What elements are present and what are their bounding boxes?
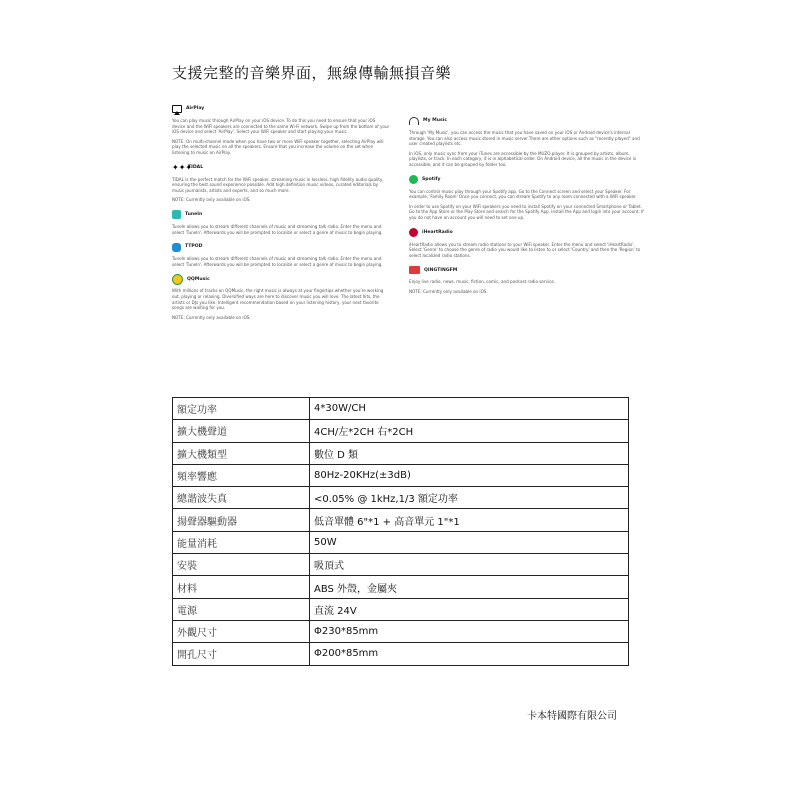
iheartradio-icon bbox=[409, 228, 418, 237]
spec-key: 能量消耗 bbox=[173, 531, 310, 553]
spec-key: 安裝 bbox=[173, 554, 310, 576]
table-row bbox=[173, 531, 629, 553]
tunein-section bbox=[172, 210, 390, 235]
airplay-heading bbox=[172, 104, 390, 114]
spec-value: Φ200*85mm bbox=[310, 643, 629, 665]
spec-key: 擴大機聲道 bbox=[173, 420, 310, 442]
spec-key: 開孔尺寸 bbox=[173, 643, 310, 665]
qqmusic-section bbox=[172, 274, 390, 320]
spec-value: ABS 外殼，金屬夾 bbox=[310, 576, 629, 598]
airplay-text-2: NOTE: On multi-channel mode when you have two or more WiFi speaker together, selecting AirPlay will play the selected music on all the speakers. Ensure that you increase the volume on the set when listening to music on AirPlay. bbox=[172, 138, 384, 155]
spec-value: <0.05% @ 1kHz,1/3 額定功率 bbox=[310, 487, 629, 509]
tunein-name: TuneIn bbox=[185, 212, 203, 218]
spec-key: 額定功率 bbox=[173, 398, 310, 420]
airplay-section bbox=[172, 104, 390, 156]
spotify-icon bbox=[409, 175, 418, 184]
table-row bbox=[173, 487, 629, 509]
spec-value: 直流 24V bbox=[310, 598, 629, 620]
qingtingfm-text-1: Enjoy live radio, news, music, fiction, comic, and podcast radio service. bbox=[409, 279, 556, 285]
table-row bbox=[173, 509, 629, 531]
ttpod-section bbox=[172, 242, 390, 267]
mymusic-name: My Music bbox=[423, 118, 448, 124]
airplay-icon bbox=[172, 105, 182, 113]
mymusic-text-2: In iOS, only music sync from your iTunes are accessible by the MUZO player. It is grouped by artists, album, playlists, or track. In each category, it is in alphabetical order. On Android device, all the music in the device is accessible, and it can be grouped by folder too. bbox=[409, 150, 636, 167]
qqmusic-heading bbox=[172, 274, 390, 284]
iheartradio-text-1: iHeartRadio allows you to stream radio stations to your WiFi speaker. Enter the menu and select 'iHeartRadio'. Select 'Genre' to choose the genre of radio you would like to listen to or select 'Country' and then the 'Region' to select localized radio stations. bbox=[409, 241, 641, 258]
table-row bbox=[173, 576, 629, 598]
tunein-text-1: TuneIn allows you to stream different channels of music and streaming talk radio. Enter the menu and select 'TuneIn'. Afterwards you will be prompted to localize or select a genre of music to begin playing. bbox=[172, 223, 383, 235]
spec-value: 50W bbox=[310, 531, 629, 553]
airplay-name: AirPlay bbox=[186, 106, 205, 112]
ttpod-text-1: TuneIn allows you to stream different channels of music and streaming talk radio. Enter the menu and select 'TuneIn'. Afterwards you will be prompted to localize or select a genre of music to begin playing. bbox=[172, 256, 383, 267]
table-row bbox=[173, 554, 629, 576]
spec-key: 揚聲器驅動器 bbox=[173, 509, 310, 531]
spec-key: 材料 bbox=[173, 576, 310, 598]
qqmusic-icon bbox=[172, 274, 183, 285]
tidal-heading bbox=[172, 163, 390, 173]
qqmusic-text-2: NOTE: Currently only available on iOS. bbox=[172, 314, 251, 320]
page-title: 支援完整的音樂界面，無線傳輸無損音樂 bbox=[172, 64, 452, 82]
right-column bbox=[409, 116, 647, 302]
iheartradio-section bbox=[409, 228, 647, 259]
tunein-icon bbox=[172, 210, 181, 219]
table-row bbox=[173, 420, 629, 442]
tidal-text-2: NOTE: Currently only available on iOS. bbox=[172, 197, 251, 203]
spec-value: 數位 D 類 bbox=[310, 442, 629, 464]
ttpod-heading bbox=[172, 242, 390, 252]
qqmusic-text-1: With millions of tracks on QQMusic, the right music is always at your fingertips whether you're working out, playing or relaxing. Diversified ways are here to discover music you will love. The latest hits, the artists or DJs you like. Intelligent recommendation based on your listening history, your next favorite songs are waiting for you. bbox=[172, 288, 384, 311]
spec-key: 頻率響應 bbox=[173, 464, 310, 486]
qingtingfm-name: QINGTINGFM bbox=[424, 267, 458, 273]
table-row bbox=[173, 598, 629, 620]
headphones-icon bbox=[409, 117, 419, 125]
spec-value: 4CH/左*2CH 右*2CH bbox=[310, 420, 629, 442]
tidal-section bbox=[172, 163, 390, 203]
qingtingfm-heading bbox=[409, 265, 647, 275]
qingtingfm-icon bbox=[409, 266, 420, 274]
tidal-text-1: TIDAL is the perfect match for the WiFi speaker, streaming music in lossless, high fidelity audio quality, ensuring the best sound experience possible. Add high definition music videos, curated editorials by music journalists, artists and experts, and so much more. bbox=[172, 176, 384, 193]
spec-key: 外觀尺寸 bbox=[173, 620, 310, 642]
spec-value: 吸頂式 bbox=[310, 554, 629, 576]
iheartradio-heading bbox=[409, 228, 647, 238]
qingtingfm-text-2: NOTE: Currently only available on iOS. bbox=[409, 288, 488, 294]
spec-value: 低音單體 6"*1 + 高音單元 1"*1 bbox=[310, 509, 629, 531]
ttpod-icon bbox=[172, 243, 181, 252]
spec-value: 4*30W/CH bbox=[310, 398, 629, 420]
iheartradio-name: iHeartRadio bbox=[422, 229, 453, 235]
table-row bbox=[173, 620, 629, 642]
spec-key: 擴大機類型 bbox=[173, 442, 310, 464]
spec-key: 電源 bbox=[173, 598, 310, 620]
airplay-text-1: You can play music through AirPlay on your iOS device. To do this you need to ensure that your iOS device and the WiFi speakers are connected to the same Wi-Fi network. Swipe up from the bottom of your iOS device and select 'AirPlay'. Select your WiFi speaker and start playing your music. bbox=[172, 118, 390, 135]
table-row bbox=[173, 442, 629, 464]
company-name: 卡本特國際有限公司 bbox=[527, 711, 617, 722]
spotify-heading bbox=[409, 175, 647, 185]
left-column bbox=[172, 104, 390, 327]
spotify-name: Spotify bbox=[422, 176, 441, 182]
mymusic-text-1: Through 'My Music', you can access the music that you have saved on your iOS or Android device's internal storage. You can also access music stored in music server.There are other options such as "recently played" and user created playlists etc. bbox=[409, 130, 640, 147]
tidal-name: TIDAL bbox=[188, 164, 204, 170]
table-row bbox=[173, 643, 629, 665]
mymusic-heading bbox=[409, 116, 647, 126]
qqmusic-name: QQMusic bbox=[187, 276, 210, 282]
spec-table bbox=[172, 397, 629, 666]
spotify-text-2: In order to use Spotify on your WiFi speakers you need to install Spotify on your connected Smartphone or Tablet. Go to the App Store or the Play Store and search for the Spotify App. Install the App and login into your account. If you do not have an account you will need to set one up. bbox=[409, 203, 644, 220]
qingtingfm-section bbox=[409, 265, 647, 294]
spec-value: 80Hz-20KHz(±3dB) bbox=[310, 464, 629, 486]
tidal-icon: ✦✦✦ bbox=[172, 163, 193, 173]
spec-key: 總諧波失真 bbox=[173, 487, 310, 509]
tunein-heading bbox=[172, 210, 390, 220]
spotify-text-1: You can control music play through your Spotify app. Go to the Connect screen and select your Speaker. For example, 'Family Room' Once you connect, you can stream Spotify to any room connected with a WiFi speaker. bbox=[409, 188, 637, 200]
table-row bbox=[173, 398, 629, 420]
spec-value: Φ230*85mm bbox=[310, 620, 629, 642]
spotify-section bbox=[409, 175, 647, 221]
table-row bbox=[173, 464, 629, 486]
ttpod-name: TTPOD bbox=[185, 244, 203, 250]
mymusic-section bbox=[409, 116, 647, 168]
